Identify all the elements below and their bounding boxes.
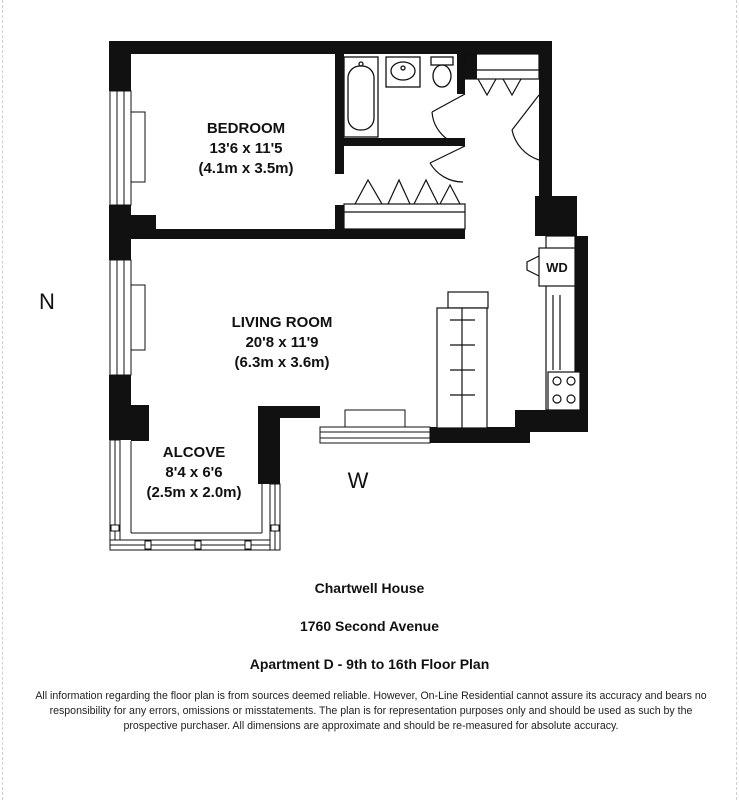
window-bedroom	[110, 91, 145, 205]
toilet	[431, 57, 453, 87]
bathroom-sink	[386, 57, 420, 87]
alcove-label	[146, 444, 241, 501]
breakfast-bar	[437, 292, 488, 428]
bedroom-imperial: 13'6 x 11'5	[209, 140, 283, 157]
washer-dryer	[527, 248, 575, 286]
window-west	[320, 410, 430, 443]
alcove-name: ALCOVE	[162, 444, 226, 461]
bedroom-name: BEDROOM	[206, 120, 286, 137]
living-room-imperial: 20'8 x 11'9	[245, 334, 319, 351]
alcove-metric: (2.5m x 2.0m)	[146, 484, 242, 501]
bedroom-closet	[344, 180, 465, 229]
bedroom-metric: (4.1m x 3.5m)	[198, 160, 294, 177]
unit-plan-title: Apartment D - 9th to 16th Floor Plan	[249, 656, 490, 672]
window-living	[110, 260, 145, 375]
disclaimer-text: All information regarding the floor plan is from sources deemed reliable. However, On-Line Residential cannot assure its accuracy and bears no responsibility for any errors, omissions or misstatements. The plan is for representation purposes only and should be used as such by the prospective purchaser. All dimensions are approximate and should be re-measured for absolute accuracy.	[35, 690, 707, 732]
bathtub	[344, 57, 378, 137]
compass-north: N	[39, 289, 55, 314]
washer-dryer-label: WD	[546, 260, 568, 275]
interior-walls	[131, 54, 477, 239]
living-room-metric: (6.3m x 3.6m)	[234, 354, 330, 371]
stove	[548, 372, 580, 410]
entry-door	[512, 95, 539, 160]
bedroom-label	[198, 120, 293, 177]
building-address: 1760 Second Avenue	[299, 618, 440, 634]
building-name: Chartwell House	[314, 580, 425, 596]
alcove-imperial: 8'4 x 6'6	[165, 464, 223, 481]
living-room-name: LIVING ROOM	[231, 314, 333, 331]
living-room-label	[232, 314, 333, 371]
compass-west: W	[347, 468, 369, 493]
bedroom-door	[430, 146, 465, 182]
